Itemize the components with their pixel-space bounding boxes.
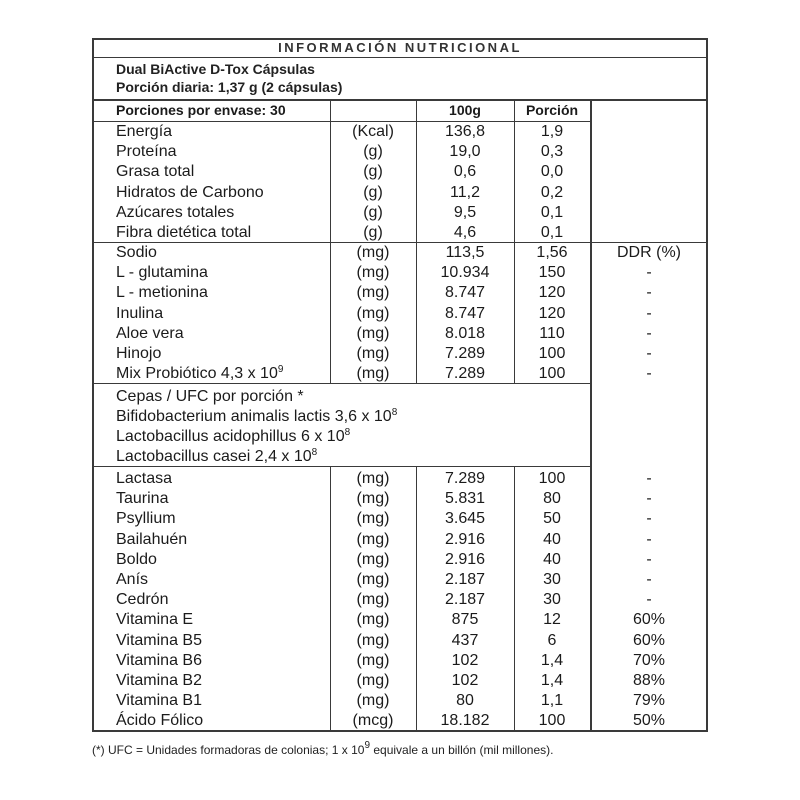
nutrient-unit: (mg) <box>356 264 390 282</box>
divider <box>93 57 707 58</box>
value-per-portion: 150 <box>538 264 566 282</box>
nutrient-unit: (mg) <box>356 591 390 609</box>
nutrient-name: Taurina <box>116 490 169 508</box>
nutrient-unit: (g) <box>363 203 383 221</box>
value-per-100g: 8.747 <box>444 284 486 302</box>
nutrient-name: Boldo <box>116 550 157 568</box>
value-per-100g: 2.916 <box>444 530 486 548</box>
value-per-100g: 10.934 <box>440 264 490 282</box>
ddr-percent: - <box>646 591 652 609</box>
nutrient-name: Vitamina B5 <box>116 631 202 649</box>
value-per-portion: 50 <box>543 510 561 528</box>
nutrient-unit: (mg) <box>356 490 390 508</box>
value-per-portion: 100 <box>538 365 566 383</box>
nutrient-name: Mix Probiótico 4,3 x $10^9$ <box>116 364 284 383</box>
value-per-portion: 30 <box>543 571 561 588</box>
value-per-portion: 0,0 <box>540 163 564 181</box>
value-per-portion: 6 <box>547 631 557 649</box>
product-name: Dual BiActive D-Tox Cápsulas <box>116 61 315 77</box>
value-per-portion: 12 <box>543 611 561 629</box>
value-per-100g: 9,5 <box>453 203 477 221</box>
strain-item: Lactobacillus acidophillus 6 x $10^8$ <box>116 427 351 445</box>
value-per-portion: 0,1 <box>540 224 564 241</box>
value-per-100g: 2.187 <box>444 591 486 609</box>
nutrient-name: L - metionina <box>116 284 208 302</box>
value-per-portion: 0,2 <box>540 183 564 201</box>
col-header-ddr: DDR (%) <box>617 244 681 261</box>
ddr-percent: - <box>646 550 652 568</box>
value-per-100g: 18.182 <box>440 712 490 730</box>
nutrient-unit: (mg) <box>356 530 390 548</box>
value-per-100g: 102 <box>451 672 479 689</box>
nutrient-name: Grasa total <box>116 163 195 181</box>
value-per-100g: 80 <box>456 692 474 710</box>
ddr-percent: - <box>646 324 652 342</box>
nutrient-name: Vitamina B2 <box>116 672 202 689</box>
nutrient-unit: (mg) <box>356 470 390 487</box>
strain-item: Bifidobacterium animalis lactis 3,6 x $10^8$ <box>116 407 398 425</box>
nutrient-name: Ácido Fólico <box>116 712 204 730</box>
nutrient-name: Fibra dietética total <box>116 224 252 241</box>
value-per-100g: 11,2 <box>450 183 480 201</box>
value-per-portion: 100 <box>538 712 566 730</box>
value-per-portion: 40 <box>543 530 561 548</box>
value-per-100g: 7.289 <box>444 470 486 487</box>
ddr-percent: 79% <box>632 692 666 710</box>
ddr-percent: - <box>646 510 652 528</box>
nutrient-name: Vitamina B6 <box>116 651 202 669</box>
value-per-portion: 0,3 <box>540 143 564 161</box>
ddr-percent: - <box>646 470 652 487</box>
nutrient-name: Proteína <box>116 143 177 161</box>
nutrient-unit: (mg) <box>356 571 390 588</box>
value-per-100g: 5.831 <box>444 490 486 508</box>
ddr-percent: - <box>646 365 652 383</box>
value-per-portion: 100 <box>538 470 566 487</box>
value-per-portion: 1,4 <box>540 651 564 669</box>
nutrient-unit: (g) <box>363 224 383 241</box>
strain-item: Lactobacillus casei 2,4 x $10^8$ <box>116 447 318 465</box>
table-title: INFORMACIÓN NUTRICIONAL <box>278 40 522 55</box>
ddr-percent: - <box>646 345 652 362</box>
value-per-portion: 100 <box>538 345 566 362</box>
nutrient-unit: (mg) <box>356 324 390 342</box>
nutrient-unit: (mg) <box>356 365 390 383</box>
ddr-percent <box>590 243 708 263</box>
ddr-percent: 88% <box>632 672 666 689</box>
value-per-100g: 2.916 <box>444 550 486 568</box>
value-per-100g: 3.645 <box>444 510 486 528</box>
nutrient-name: Inulina <box>116 304 164 322</box>
nutrient-unit: (mg) <box>356 304 390 322</box>
ddr-percent: 60% <box>632 611 666 629</box>
serving-size: Porción diaria: 1,37 g (2 cápsulas) <box>116 79 343 95</box>
ddr-percent: 70% <box>632 651 666 669</box>
ddr-percent: - <box>646 530 652 548</box>
nutrient-name: Azúcares totales <box>116 203 235 221</box>
value-per-portion: 80 <box>543 490 561 508</box>
value-per-100g: 7.289 <box>444 345 486 362</box>
value-per-portion: 110 <box>539 324 565 342</box>
value-per-portion: 1,56 <box>536 244 568 261</box>
ddr-percent: - <box>646 571 652 588</box>
nutrient-name: Sodio <box>116 244 157 261</box>
ddr-percent: 50% <box>632 712 666 730</box>
nutrient-name: Vitamina E <box>116 611 194 629</box>
value-per-portion: 120 <box>538 304 566 322</box>
nutrient-unit: (Kcal) <box>352 123 394 140</box>
nutrient-name: L - glutamina <box>116 264 208 282</box>
nutrient-unit: (mg) <box>356 631 390 649</box>
ddr-percent: 60% <box>632 631 666 649</box>
col-header-portion: Porción <box>525 102 579 118</box>
nutrient-unit: (g) <box>363 163 383 181</box>
nutrient-name: Bailahuén <box>116 530 188 548</box>
value-per-100g: 875 <box>451 611 479 629</box>
ddr-percent: - <box>646 304 652 322</box>
nutrient-unit: (mg) <box>356 611 390 629</box>
nutrient-name: Hinojo <box>116 345 162 362</box>
nutrient-unit: (mg) <box>356 651 390 669</box>
nutrient-name: Hidratos de Carbono <box>116 183 264 201</box>
nutrient-unit: (mg) <box>356 550 390 568</box>
col-header-100g: 100g <box>449 102 481 118</box>
value-per-portion: 1,9 <box>540 123 564 140</box>
value-per-portion: 120 <box>538 284 566 302</box>
nutrient-unit: (mg) <box>356 284 390 302</box>
value-per-100g: 437 <box>451 631 479 649</box>
value-per-100g: 19,0 <box>449 143 481 161</box>
nutrient-unit: (mg) <box>356 244 390 261</box>
servings-per-container: Porciones por envase: 30 <box>116 102 286 118</box>
value-per-100g: 8.018 <box>444 324 486 342</box>
value-per-100g: 8.747 <box>444 304 486 322</box>
value-per-100g: 4,6 <box>453 224 477 241</box>
value-per-100g: 113,5 <box>445 244 485 261</box>
nutrient-unit: (mcg) <box>352 712 394 730</box>
nutrient-unit: (mg) <box>356 345 390 362</box>
value-per-100g: 2.187 <box>444 571 486 588</box>
nutrient-unit: (mg) <box>356 692 390 710</box>
value-per-100g: 7.289 <box>444 365 486 383</box>
value-per-100g: 0,6 <box>453 163 477 181</box>
nutrient-name: Energía <box>116 123 173 140</box>
footnote: (*) UFC = Unidades formadoras de colonias; 1 x $10^9$ equivale a un billón (mil millones). <box>92 740 554 757</box>
nutrient-name: Aloe vera <box>116 324 184 342</box>
value-per-portion: 1,4 <box>540 672 564 689</box>
nutrient-name: Anís <box>116 571 149 588</box>
nutrient-name: Psyllium <box>116 510 176 528</box>
nutrient-unit: (g) <box>363 143 383 161</box>
nutrient-unit: (mg) <box>356 672 390 689</box>
value-per-portion: 0,1 <box>540 203 564 221</box>
nutrient-unit: (g) <box>363 183 383 201</box>
value-per-100g: 102 <box>451 651 479 669</box>
nutrient-name: Cedrón <box>116 591 169 609</box>
ddr-percent: - <box>646 284 652 302</box>
nutrient-name: Lactasa <box>116 470 173 487</box>
ddr-percent: - <box>646 264 652 282</box>
strains-heading: Cepas / UFC por porción * <box>116 388 304 405</box>
value-per-portion: 40 <box>543 550 561 568</box>
value-per-portion: 1,1 <box>540 692 564 710</box>
nutrient-name: Vitamina B1 <box>116 692 202 710</box>
ddr-percent: - <box>646 490 652 508</box>
nutrient-unit: (mg) <box>356 510 390 528</box>
value-per-portion: 30 <box>543 591 561 609</box>
value-per-100g: 136,8 <box>444 123 486 140</box>
